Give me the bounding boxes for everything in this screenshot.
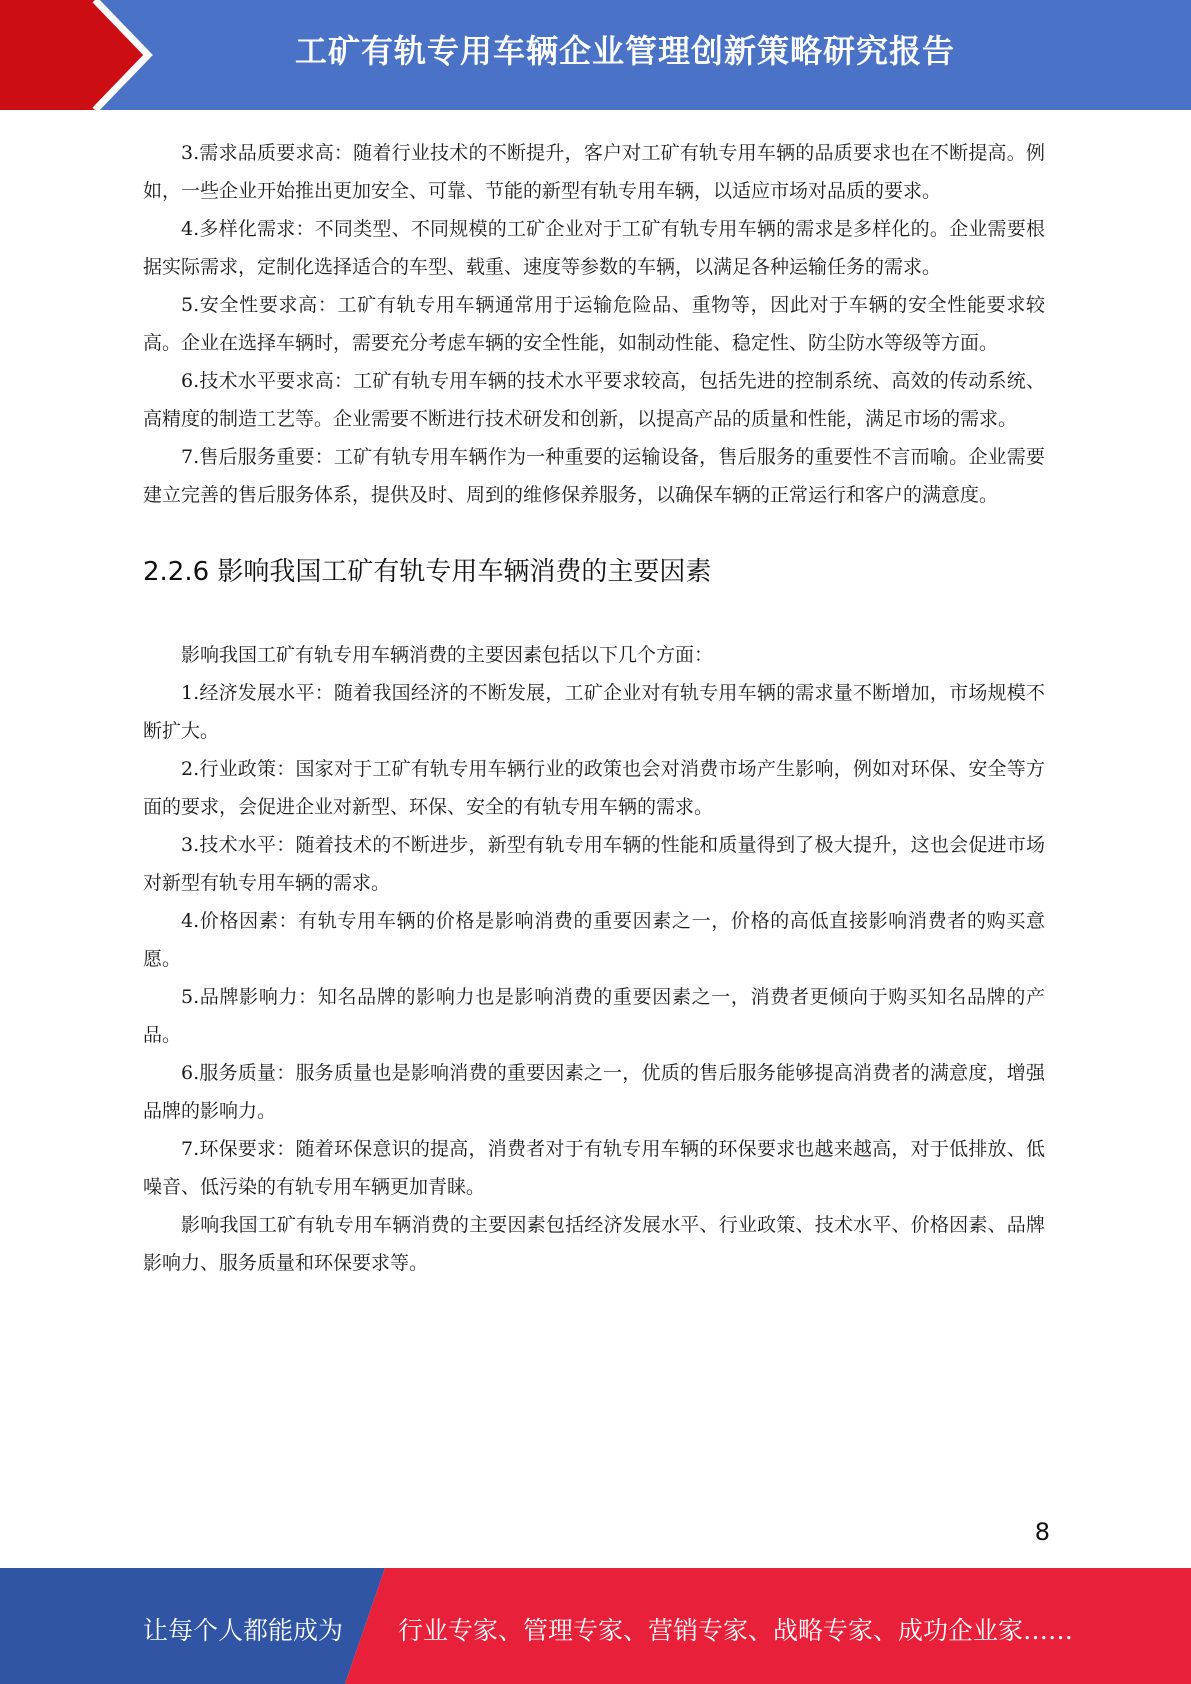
section-heading: 2.2.6 影响我国工矿有轨专用车辆消费的主要因素: [143, 557, 712, 587]
paragraph: 3.需求品质要求高：随着行业技术的不断提升，客户对工矿有轨专用车辆的品质要求也在不断提高。例如，一些企业开始推出更加安全、可靠、节能的新型有轨专用车辆，以适应市场对品质的要求。: [143, 142, 1045, 202]
page-header: [0, 0, 1191, 110]
paragraph: 影响我国工矿有轨专用车辆消费的主要因素包括经济发展水平、行业政策、技术水平、价格因素、品牌影响力、服务质量和环保要求等。: [143, 1214, 1045, 1274]
paragraph: 7.环保要求：随着环保意识的提高，消费者对于有轨专用车辆的环保要求也越来越高，对于低排放、低噪音、低污染的有轨专用车辆更加青睐。: [143, 1138, 1045, 1198]
paragraph: 6.服务质量：服务质量也是影响消费的重要因素之一，优质的售后服务能够提高消费者的满意度，增强品牌的影响力。: [143, 1062, 1045, 1122]
paragraph: 3.技术水平：随着技术的不断进步，新型有轨专用车辆的性能和质量得到了极大提升，这也会促进市场对新型有轨专用车辆的需求。: [143, 834, 1045, 894]
paragraph: 2.行业政策：国家对于工矿有轨专用车辆行业的政策也会对消费市场产生影响，例如对环保、安全等方面的要求，会促进企业对新型、环保、安全的有轨专用车辆的需求。: [143, 758, 1045, 818]
paragraph: 影响我国工矿有轨专用车辆消费的主要因素包括以下几个方面：: [181, 644, 714, 666]
page-number: 8: [1034, 1518, 1050, 1546]
report-title: 工矿有轨专用车辆企业管理创新策略研究报告: [295, 32, 956, 70]
paragraph: 5.品牌影响力：知名品牌的影响力也是影响消费的重要因素之一，消费者更倾向于购买知名品牌的产品。: [143, 986, 1045, 1046]
page-content: [143, 134, 1045, 1282]
paragraph: 1.经济发展水平：随着我国经济的不断发展，工矿企业对有轨专用车辆的需求量不断增加，市场规模不断扩大。: [143, 682, 1045, 742]
paragraph: 6.技术水平要求高：工矿有轨专用车辆的技术水平要求较高，包括先进的控制系统、高效的传动系统、高精度的制造工艺等。企业需要不断进行技术研发和创新，以提高产品的质量和性能，满足市场的需求。: [143, 370, 1045, 430]
paragraph: 4.多样化需求：不同类型、不同规模的工矿企业对于工矿有轨专用车辆的需求是多样化的。企业需要根据实际需求，定制化选择适合的车型、载重、速度等参数的车辆，以满足各种运输任务的需求。: [143, 218, 1045, 278]
footer-slogan-left: 让每个人都能成为: [143, 1616, 344, 1645]
paragraph: 5.安全性要求高：工矿有轨专用车辆通常用于运输危险品、重物等，因此对于车辆的安全性能要求较高。企业在选择车辆时，需要充分考虑车辆的安全性能，如制动性能、稳定性、防尘防水等级等方面。: [143, 294, 1045, 354]
factors-list: [143, 636, 1045, 1282]
footer-slogan-right: 行业专家、管理专家、营销专家、战略专家、成功企业家……: [398, 1616, 1074, 1645]
requirements-list: [143, 134, 1045, 514]
page-footer: [0, 1568, 1191, 1684]
paragraph: 7.售后服务重要：工矿有轨专用车辆作为一种重要的运输设备，售后服务的重要性不言而喻。企业需要建立完善的售后服务体系，提供及时、周到的维修保养服务，以确保车辆的正常运行和客户的满意度。: [143, 446, 1045, 506]
paragraph: 4.价格因素：有轨专用车辆的价格是影响消费的重要因素之一，价格的高低直接影响消费者的购买意愿。: [143, 910, 1045, 970]
